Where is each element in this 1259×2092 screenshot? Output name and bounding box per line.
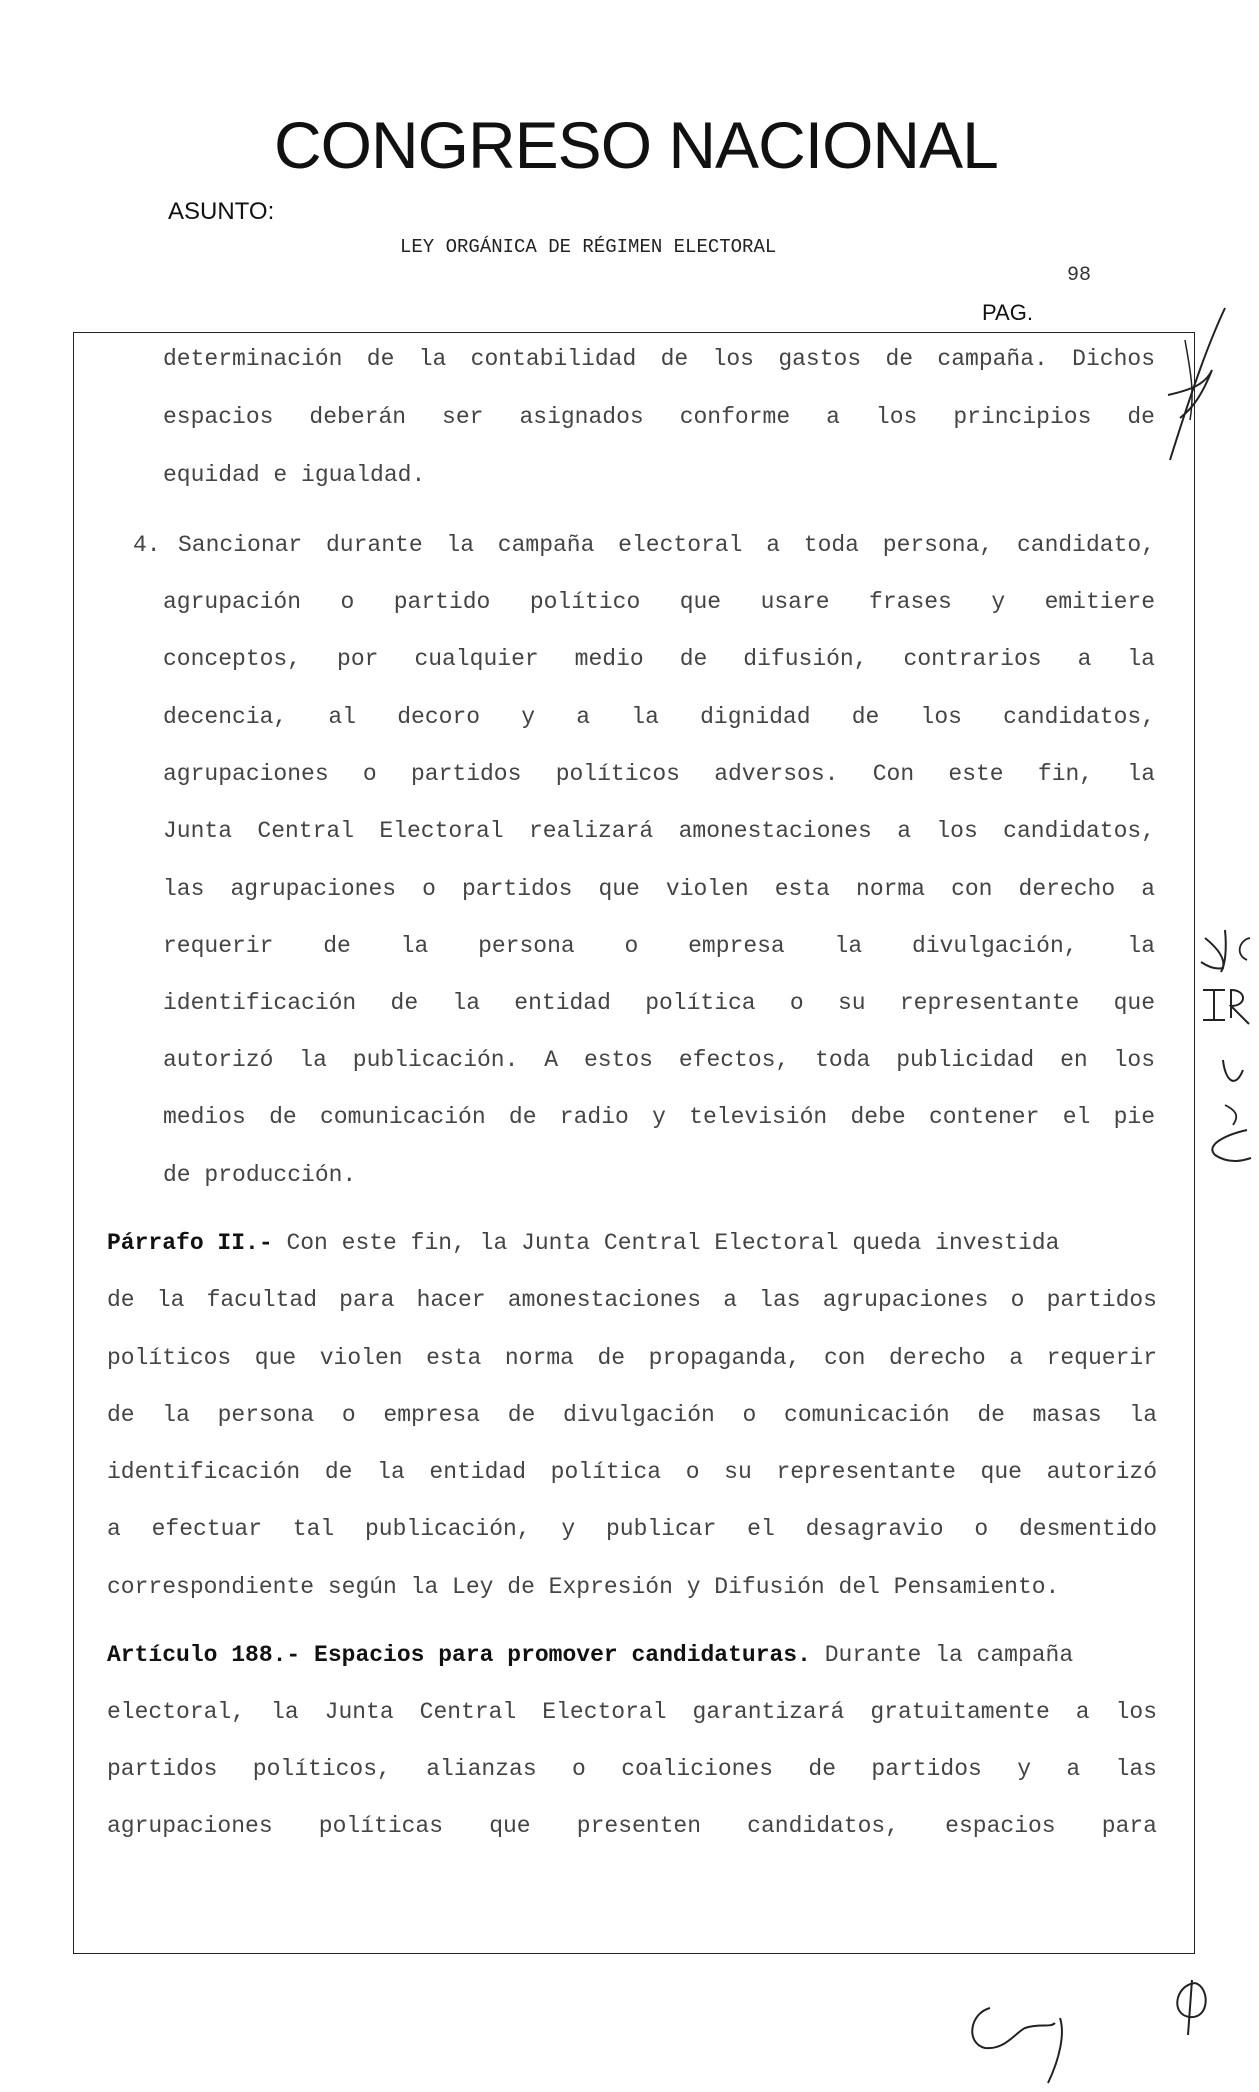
intro-line: equidad e igualdad. — [163, 462, 426, 488]
art188-line: agrupaciones políticas que presenten candidatos, espacios para — [107, 1813, 1157, 1839]
item4-line: agrupación o partido político que usare frases y emitiere — [163, 589, 1155, 615]
asunto-label: ASUNTO: — [168, 198, 275, 225]
parrafo2-line: políticos que violen esta norma de propaganda, con derecho a requerir — [107, 1345, 1157, 1371]
parrafo2-heading: Párrafo II.- — [107, 1230, 273, 1256]
item4-line: Sancionar durante la campaña electoral a toda persona, candidato, — [178, 532, 1155, 558]
parrafo2-line: a efectuar tal publicación, y publicar el desagravio o desmentido — [107, 1516, 1157, 1542]
parrafo2-line: de la facultad para hacer amonestaciones a las agrupaciones o partidos — [107, 1287, 1157, 1313]
item4-line: requerir de la persona o empresa la divulgación, la — [163, 933, 1155, 959]
art188-line: partidos políticos, alianzas o coaliciones de partidos y a las — [107, 1756, 1157, 1782]
parrafo2-line: correspondiente según la Ley de Expresión y Difusión del Pensamiento. — [107, 1574, 1060, 1600]
handwritten-margin-initials — [1195, 920, 1259, 1180]
parrafo2-first-line — [107, 1232, 1157, 1255]
item4-line: autorizó la publicación. A estos efectos, toda publicidad en los — [163, 1047, 1155, 1073]
handwritten-mark-bottom-right — [1160, 1975, 1220, 2075]
intro-line: espacios deberán ser asignados conforme a los principios de — [163, 404, 1155, 430]
art188-first-text: Durante la campaña — [810, 1642, 1074, 1668]
item4-line: medios de comunicación de radio y televisión debe contener el pie — [163, 1104, 1155, 1130]
art188-line: electoral, la Junta Central Electoral garantizará gratuitamente a los — [107, 1699, 1157, 1725]
art188-heading: Artículo 188.- Espacios para promover candidaturas. — [107, 1642, 811, 1668]
parrafo2-line: de la persona o empresa de divulgación o comunicación de masas la — [107, 1402, 1157, 1428]
parrafo2-line: identificación de la entidad política o su representante que autorizó — [107, 1459, 1157, 1485]
asunto-value: LEY ORGÁNICA DE RÉGIMEN ELECTORAL — [400, 236, 777, 258]
item4-line: agrupaciones o partidos políticos adversos. Con este fin, la — [163, 761, 1155, 787]
art188-first-line — [107, 1644, 1157, 1667]
parrafo2-first-text: Con este fin, la Junta Central Electoral queda investida — [272, 1230, 1060, 1256]
handwritten-initial-top — [1150, 300, 1240, 470]
institution-title: CONGRESO NACIONAL — [274, 108, 998, 182]
item4-line: Junta Central Electoral realizará amonestaciones a los candidatos, — [163, 818, 1155, 844]
page-number: 98 — [1067, 264, 1092, 287]
item4-line: identificación de la entidad política o su representante que — [163, 990, 1155, 1016]
item4-line: de producción. — [163, 1162, 357, 1188]
item-number: 4. — [133, 532, 161, 558]
intro-line: determinación de la contabilidad de los gastos de campaña. Dichos — [163, 346, 1155, 372]
pag-label: PAG. — [982, 300, 1033, 325]
item4-line: decencia, al decoro y a la dignidad de los candidatos, — [163, 704, 1155, 730]
handwritten-signature-bottom — [960, 1988, 1090, 2088]
item4-line: las agrupaciones o partidos que violen esta norma con derecho a — [163, 876, 1155, 902]
item4-line: conceptos, por cualquier medio de difusión, contrarios a la — [163, 646, 1155, 672]
